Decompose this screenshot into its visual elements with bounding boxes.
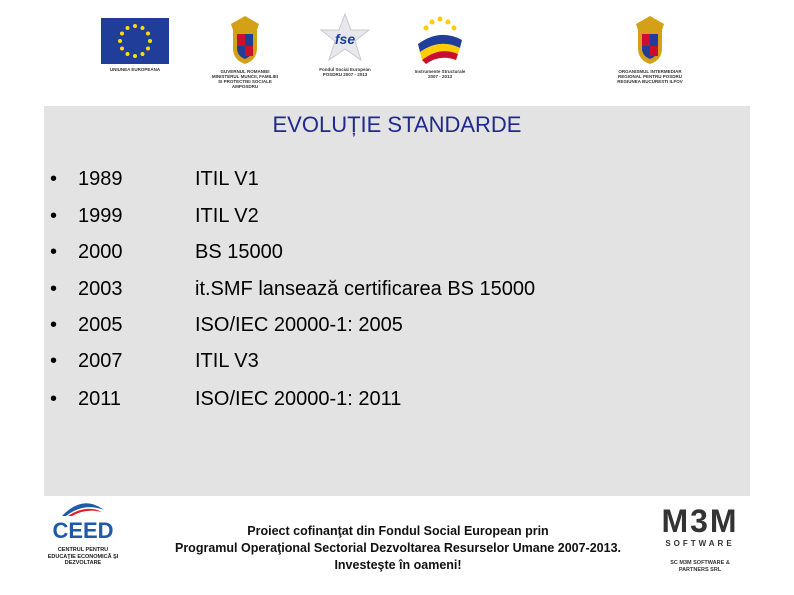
- structural-instruments-icon: [412, 14, 468, 66]
- m3m-logo-text: M3M: [661, 503, 739, 539]
- bullet: •: [50, 168, 58, 190]
- footer-line-1: Proiect cofinanţat din Fondul Social European prin: [247, 524, 549, 538]
- structural-instruments-logo: [405, 14, 475, 79]
- intermediate-body-logo: [605, 14, 695, 84]
- eu-logo: [100, 18, 170, 72]
- m3m-logo-subtext: SOFTWARE: [665, 539, 735, 548]
- item-text: BS 15000: [195, 241, 283, 263]
- item-year: 1999: [78, 205, 123, 227]
- ceed-logo: [38, 498, 128, 567]
- item-year: 2005: [78, 314, 123, 336]
- item-year: 2007: [78, 350, 123, 372]
- structural-instruments-caption: Instrumente Structurale 2007 - 2013: [414, 69, 466, 79]
- bullet: •: [50, 278, 58, 300]
- item-year: 1989: [78, 168, 123, 190]
- content-panel: [44, 106, 750, 496]
- government-caption: GUVERNUL ROMANIEI MINISTERUL MUNCII, FAMILIEI SI PROTECTIEI SOCIALE AMPOSDRU: [211, 69, 279, 89]
- eu-caption: UNIUNEA EUROPEANA: [109, 67, 161, 72]
- item-year: 2003: [78, 278, 123, 300]
- fse-logo: [310, 12, 380, 77]
- item-text: ISO/IEC 20000-1: 2005: [195, 314, 403, 336]
- fse-mark: fse: [334, 31, 356, 47]
- item-text: ITIL V3: [195, 350, 259, 372]
- bullet: •: [50, 241, 58, 263]
- item-text: ITIL V1: [195, 168, 259, 190]
- intermediate-body-caption: ORGANISMUL INTERMEDIAR REGIONAL PENTRU POSDRU REGIUNEA BUCURESTI ILFOV: [617, 69, 683, 84]
- fse-caption: Fondul Social European POSDRU 2007 - 2013: [319, 67, 371, 77]
- item-text: it.SMF lansează certificarea BS 15000: [195, 278, 536, 300]
- government-logo: [205, 14, 285, 89]
- footer-line-2: Programul Operaţional Sectorial Dezvoltarea Resurselor Umane 2007-2013.: [174, 541, 622, 555]
- item-text: ISO/IEC 20000-1: 2011: [195, 388, 402, 410]
- fse-star-icon: [317, 12, 373, 64]
- eu-flag-icon: [101, 18, 169, 64]
- bullet: •: [50, 350, 58, 372]
- m3m-software-logo: [650, 505, 750, 573]
- item-text: ITIL V2: [195, 205, 259, 227]
- coat-of-arms-icon: [225, 14, 265, 66]
- coat-of-arms-icon: [630, 14, 670, 66]
- ceed-caption: CENTRUL PENTRU EDUCAŢIE ECONOMICĂ ŞI DEZVOLTARE: [47, 547, 119, 566]
- item-year: 2011: [78, 388, 122, 410]
- ceed-logo-text: CEED: [52, 518, 114, 543]
- item-year: 2000: [78, 241, 123, 263]
- ceed-swoosh-icon: [58, 498, 108, 518]
- bullet: •: [50, 388, 58, 410]
- bullet: •: [50, 205, 58, 227]
- slide-title: EVOLUȚIE STANDARDE: [272, 112, 522, 137]
- footer-line-3: Investeşte în oameni!: [334, 558, 462, 572]
- footer-text: [140, 523, 656, 574]
- m3m-caption: SC M3M SOFTWARE & PARTNERS SRL: [670, 560, 730, 573]
- bullet: •: [50, 314, 58, 336]
